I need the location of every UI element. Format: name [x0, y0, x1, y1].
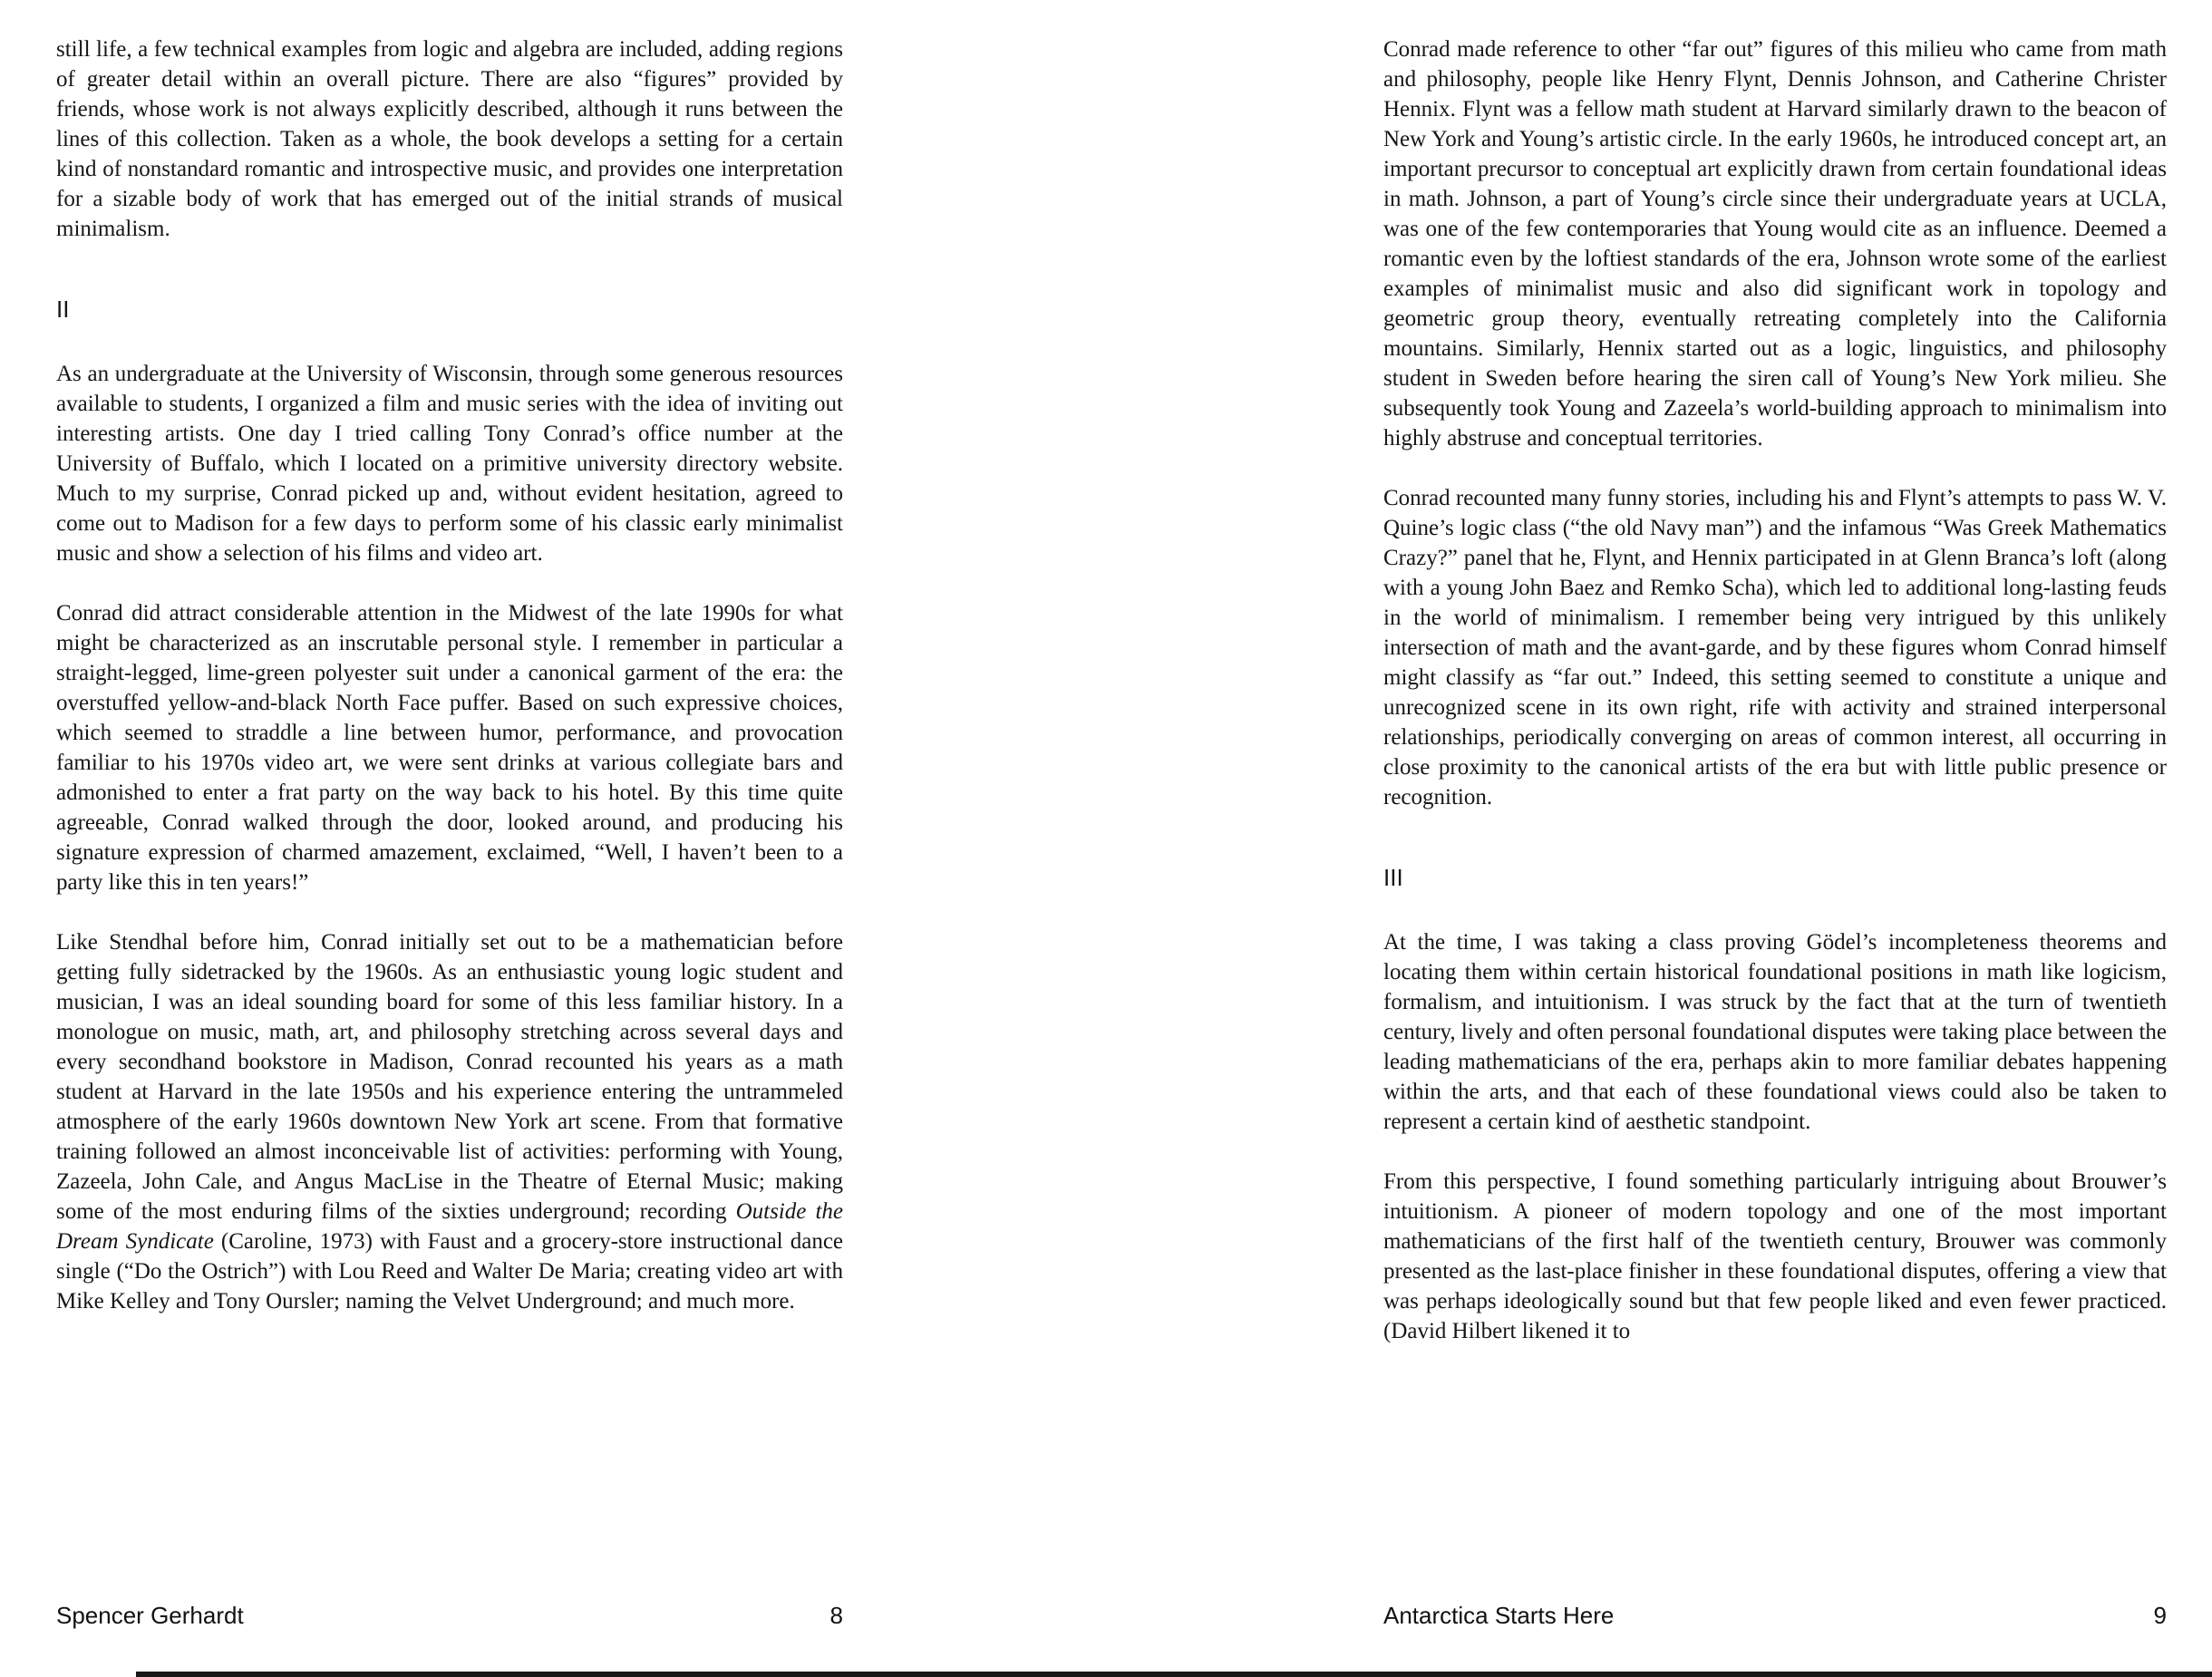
- page-right-footer: [1383, 1602, 2167, 1630]
- album-title-italic: Outside the Dream Syndicate: [56, 1199, 843, 1254]
- running-footer-title: Antarctica Starts Here: [1383, 1602, 1615, 1629]
- scan-edge-strip: [136, 1672, 2212, 1677]
- paragraph: [56, 927, 843, 1316]
- paragraph: Conrad did attract considerable attention in the Midwest of the late 1990s for what might be characterized as an inscrutable personal style. I remember in particular a straight-legged, lime-green polyester suit under a canonical garment of the era: the overstuffed yellow-and-black North Face puffer. Based on such expressive choices, which seemed to straddle a line between humor, performance, and provocation familiar to his 1970s video art, we were sent drinks at various collegiate bars and admonished to enter a frat party on the way back to his hotel. By this time quite agreeable, Conrad walked through the door, looked around, and producing his signature expression of charmed amazement, exclaimed, “Well, I haven’t been to a party like this in ten years!”: [56, 601, 843, 895]
- page-right: [1383, 0, 2167, 1677]
- paragraph-continuation: still life, a few technical examples from logic and algebra are included, adding regions of greater detail within an overall picture. There are also “figures” provided by friends, whose work is not always explicitly described, although it runs between the lines of this collection. Taken as a whole, the book develops a setting for a certain kind of nonstandard romantic and introspective music, and provides one interpretation for a sizable body of work that has emerged out of the initial strands of musical minimalism.: [56, 37, 843, 241]
- paragraph: As an undergraduate at the University of Wisconsin, through some generous resources available to students, I organized a film and music series with the idea of inviting out interesting artists. One day I tried calling Tony Conrad’s office number at the University of Buffalo, which I located on a primitive university directory website. Much to my surprise, Conrad picked up and, without evident hesitation, agreed to come out to Madison for a few days to perform some of his classic early minimalist music and show a selection of his films and video art.: [56, 362, 843, 566]
- page-number-left: 8: [830, 1602, 843, 1629]
- page-left-text-column: [56, 0, 843, 1316]
- section-heading-iii: III: [1383, 864, 1403, 891]
- paragraph: At the time, I was taking a class proving Gödel’s incompleteness theorems and locating them within certain historical foundational positions in math like logicism, formalism, and intuitionism. I was struck by the fact that at the turn of twentieth century, lively and often personal foundational disputes were taking place between the leading mathematicians of the era, perhaps akin to more familiar debates happening within the arts, and that each of these foundational views could also be taken to represent a certain kind of aesthetic standpoint.: [1383, 930, 2167, 1134]
- page-number-right: 9: [2153, 1602, 2167, 1629]
- paragraph: From this perspective, I found something particularly intriguing about Brouwer’s intuitionism. A pioneer of modern topology and one of the most important mathematicians of the first half of the twentieth century, Brouwer was commonly presented as the last-place finisher in these foundational disputes, offering a view that was perhaps ideologically sound but that few people liked and even fewer practiced. (David Hilbert likened it to: [1383, 1169, 2167, 1343]
- section-heading-ii: II: [56, 296, 70, 323]
- paragraph-text: Like Stendhal before him, Conrad initially set out to be a mathematician before getting fully sidetracked by the 1960s. As an enthusiastic young logic student and musician, I was an ideal sounding board for some of this less familiar history. In a monologue on music, math, art, and philosophy stretching across several days and every secondhand bookstore in Madison, Conrad recounted his years as a math student at Harvard in the late 1950s and his experience entering the untrammeled atmosphere of the early 1960s downtown New York art scene. From that formative training followed an almost inconceivable list of activities: performing with Young, Zazeela, John Cale, and Angus MacLise in the Theatre of Eternal Music; making some of the most enduring films of the sixties underground; recording: [56, 930, 843, 1224]
- page-right-text-column: [1383, 0, 2167, 1346]
- page-left: [56, 0, 843, 1677]
- paragraph: Conrad recounted many funny stories, including his and Flynt’s attempts to pass W. V. Quine’s logic class (“the old Navy man”) and the infamous “Was Greek Mathematics Crazy?” panel that he, Flynt, and Hennix participated in at Glenn Branca’s loft (along with a young John Baez and Remko Scha), which led to additional long-lasting feuds in the world of minimalism. I remember being very intrigued by this unlikely intersection of math and the avant-garde, and by these figures whom Conrad himself might classify as “far out.” Indeed, this setting seemed to constitute a unique and unrecognized scene in its own right, rife with activity and strained interpersonal relationships, periodically converging on areas of common interest, all occurring in close proximity to the canonical artists of the era but with little public presence or recognition.: [1383, 486, 2167, 809]
- page-left-footer: [56, 1602, 843, 1630]
- paragraph-text: (Caroline, 1973) with Faust and a grocery-store instructional dance single (“Do the Ostrich”) with Lou Reed and Walter De Maria; creating video art with Mike Kelley and Tony Oursler; naming the Velvet Underground; and much more.: [56, 1229, 844, 1313]
- paragraph: Conrad made reference to other “far out” figures of this milieu who came from math and philosophy, people like Henry Flynt, Dennis Johnson, and Catherine Christer Hennix. Flynt was a fellow math student at Harvard similarly drawn to the beacon of New York and Young’s artistic circle. In the early 1960s, he introduced concept art, an important precursor to conceptual art explicitly drawn from certain foundational ideas in math. Johnson, a part of Young’s circle since their undergraduate years at UCLA, was one of the few contemporaries that Young would cite as an influence. Deemed a romantic even by the loftiest standards of the era, Johnson wrote some of the earliest examples of minimalist music and also did significant work in topology and geometric group theory, eventually retreating completely into the California mountains. Similarly, Hennix started out as a logic, linguistics, and philosophy student in Sweden before hearing the siren call of Young’s New York milieu. She subsequently took Young and Zazeela’s world-building approach to minimalism into highly abstruse and conceptual territories.: [1383, 37, 2167, 451]
- running-footer-author: Spencer Gerhardt: [56, 1602, 244, 1629]
